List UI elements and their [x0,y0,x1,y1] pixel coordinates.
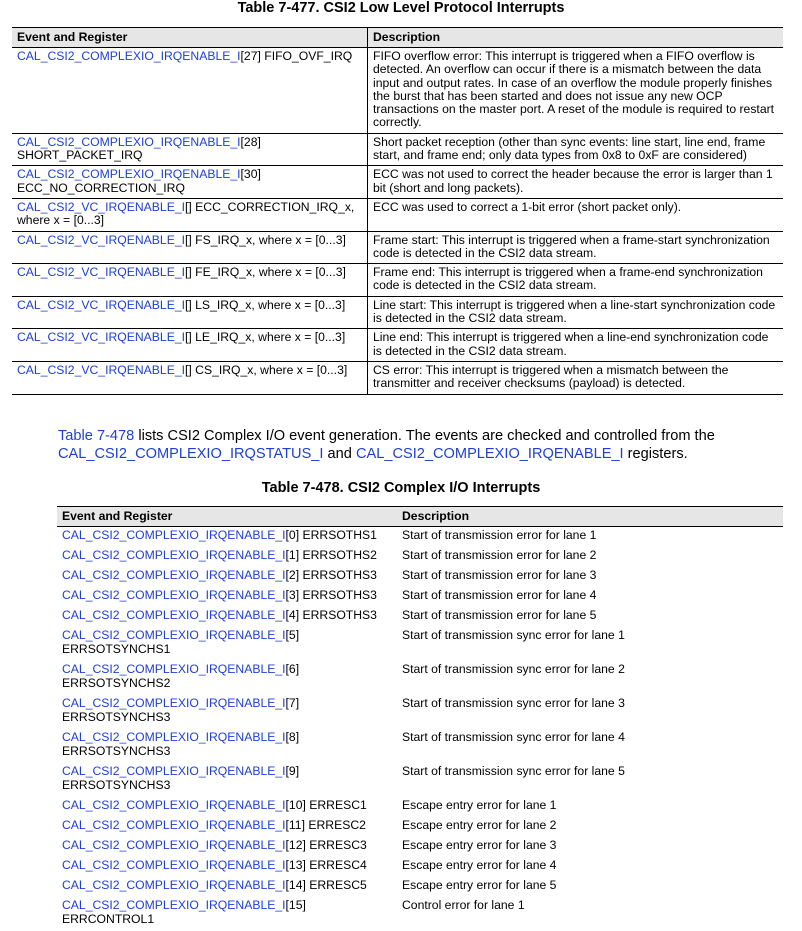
register-link[interactable]: CAL_CSI2_COMPLEXIO_IRQENABLE_I [62,764,286,778]
event-register-cell [57,695,397,729]
description-cell: Escape entry error for lane 4 [402,858,557,872]
register-link[interactable]: CAL_CSI2_COMPLEXIO_IRQENABLE_I [62,730,286,744]
event-name: [12] ERRESC3 [285,838,367,852]
event-name: [10] ERRESC1 [285,798,367,812]
event-register-cell [57,527,397,548]
register-link[interactable]: CAL_CSI2_COMPLEXIO_IRQENABLE_I [17,49,241,63]
event-name: [11] ERRESC2 [285,818,366,832]
description-cell: FIFO overflow error: This interrupt is triggered when a FIFO overflow is detected. An overflow can occur if there is a mismatch between the data input and output rates. In case of an overflow the module properly finishes the burst that has been started and does not issue any new OCP transactions on the master port. A reset of the module is required to restart correctly. [368,48,784,134]
register-link[interactable]: CAL_CSI2_COMPLEXIO_IRQENABLE_I [62,858,286,872]
table-row [57,527,783,548]
column-header-description: Description [368,28,784,48]
table-row [12,361,783,394]
event-name: [0] ERRSOTHS1 [285,528,377,542]
register-link[interactable]: CAL_CSI2_COMPLEXIO_IRQENABLE_I [62,696,286,710]
table-7-478-link[interactable]: Table 7-478 [58,428,135,444]
table-row [57,797,783,817]
event-register-cell [57,627,397,661]
csi2-complex-io-interrupts-table [57,506,783,931]
event-register-cell [57,763,397,797]
table-header-row [12,28,783,48]
description-cell: CS error: This interrupt is triggered when a mismatch between the transmitter and receiver checksums (payload) is detected. [368,361,784,394]
column-header-event-register: Event and Register [57,507,397,527]
event-name: [7] ERRSOTSYNCHS3 [62,696,300,724]
description-cell: Line start: This interrupt is triggered when a line-start synchronization code is detected in the CSI2 data stream. [368,296,784,329]
event-register-cell [12,296,368,329]
event-register-cell [12,48,368,134]
table-row [57,567,783,587]
event-register-cell [57,877,397,897]
description-cell: Start of transmission sync error for lane 1 [402,628,625,642]
register-link[interactable]: CAL_CSI2_COMPLEXIO_IRQENABLE_I [62,878,286,892]
irqenable-register-link[interactable]: CAL_CSI2_COMPLEXIO_IRQENABLE_I [355,445,624,462]
column-header-event-register: Event and Register [12,28,368,48]
table-row [12,296,783,329]
event-name: [] CS_IRQ_x, where x = [0...3] [185,362,348,377]
table-row [57,587,783,607]
register-link[interactable]: CAL_CSI2_VC_IRQENABLE_I [17,330,185,345]
event-register-cell [57,817,397,837]
event-name: [3] ERRSOTHS3 [285,588,377,602]
table-row [57,547,783,567]
register-link[interactable]: CAL_CSI2_COMPLEXIO_IRQENABLE_I [62,798,286,812]
table-row [12,264,783,297]
table-row [12,133,783,166]
table-header-row [57,507,783,527]
table-row [57,763,783,797]
register-link[interactable]: CAL_CSI2_COMPLEXIO_IRQENABLE_I [62,662,286,676]
event-name: [28] SHORT_PACKET_IRQ [17,134,261,163]
table-row [57,817,783,837]
register-link[interactable]: CAL_CSI2_VC_IRQENABLE_I [17,265,185,280]
paragraph-text: lists CSI2 Complex I/O event generation. The events are checked and controlled from the [134,428,715,444]
table-7-478-caption: Table 7-478. CSI2 Complex I/O Interrupts [261,480,541,496]
table-row [12,231,783,264]
description-cell: Escape entry error for lane 5 [402,878,557,892]
table-row [57,857,783,877]
register-link[interactable]: CAL_CSI2_COMPLEXIO_IRQENABLE_I [62,548,286,562]
description-cell: ECC was not used to correct the header because the error is larger than 1 bit (short and long packets). [368,166,784,199]
register-link[interactable]: CAL_CSI2_VC_IRQENABLE_I [17,362,185,377]
description-cell: Control error for lane 1 [402,898,525,912]
paragraph-text: and [323,445,356,462]
event-register-cell [12,133,368,166]
event-name: [13] ERRESC4 [285,858,367,872]
description-cell: Start of transmission sync error for lane 2 [402,662,625,676]
description-cell: Start of transmission error for lane 4 [402,588,597,602]
register-link[interactable]: CAL_CSI2_COMPLEXIO_IRQENABLE_I [62,528,286,542]
table-row [57,695,783,729]
description-cell: Frame end: This interrupt is triggered when a frame-end synchronization code is detected in the CSI2 data stream. [368,264,784,297]
description-cell: Start of transmission sync error for lane 4 [402,730,625,744]
register-link[interactable]: CAL_CSI2_VC_IRQENABLE_I [17,199,185,214]
description-cell: Start of transmission error for lane 5 [402,608,597,622]
description-cell: ECC was used to correct a 1-bit error (short packet only). [368,198,784,231]
event-name: [15] ERRCONTROL1 [62,898,306,926]
event-name: [30] ECC_NO_CORRECTION_IRQ [17,167,261,195]
table-row [57,837,783,857]
event-register-cell [57,797,397,817]
description-cell: Start of transmission error for lane 3 [402,568,597,582]
event-register-cell [12,264,368,297]
table-row [57,729,783,763]
event-register-cell [57,837,397,857]
event-register-cell [57,607,397,627]
event-register-cell [12,231,368,264]
event-register-cell [12,198,368,231]
description-cell: Escape entry error for lane 1 [402,798,557,812]
event-name: [1] ERRSOTHS2 [285,548,377,562]
event-name: [] ECC_CORRECTION_IRQ_x, where x = [0...3] [17,199,355,228]
table-row [57,897,783,931]
register-link[interactable]: CAL_CSI2_COMPLEXIO_IRQENABLE_I [17,167,241,182]
description-cell: Start of transmission sync error for lane 5 [402,764,625,778]
event-name: [] FE_IRQ_x, where x = [0...3] [185,265,346,280]
event-name: [6] ERRSOTSYNCHS2 [62,662,300,690]
description-cell: Escape entry error for lane 2 [402,818,557,832]
intro-paragraph [58,428,778,463]
table-row [57,877,783,897]
event-register-cell [57,661,397,695]
table-row [57,607,783,627]
csi2-low-level-protocol-interrupts-table [12,27,783,395]
register-link[interactable]: CAL_CSI2_COMPLEXIO_IRQENABLE_I [62,568,286,582]
event-register-cell [57,857,397,877]
register-link[interactable]: CAL_CSI2_COMPLEXIO_IRQENABLE_I [62,608,286,622]
event-name: [] FS_IRQ_x, where x = [0...3] [185,232,346,247]
column-header-description: Description [397,507,783,527]
register-link[interactable]: CAL_CSI2_COMPLEXIO_IRQENABLE_I [62,838,286,852]
description-cell: Line end: This interrupt is triggered when a line-end synchronization code is detected in the CSI2 data stream. [368,329,784,362]
event-name: [14] ERRESC5 [285,878,367,892]
event-name: [4] ERRSOTHS3 [285,608,377,622]
irqstatus-register-link[interactable]: CAL_CSI2_COMPLEXIO_IRQSTATUS_I [58,445,324,462]
event-name: [] LS_IRQ_x, where x = [0...3] [185,297,346,312]
event-name: [] LE_IRQ_x, where x = [0...3] [185,330,346,345]
register-link[interactable]: CAL_CSI2_VC_IRQENABLE_I [17,297,185,312]
event-register-cell [12,361,368,394]
register-link[interactable]: CAL_CSI2_COMPLEXIO_IRQENABLE_I [17,134,241,149]
register-link[interactable]: CAL_CSI2_VC_IRQENABLE_I [17,232,185,247]
description-cell: Start of transmission error for lane 2 [402,548,597,562]
table-row [57,661,783,695]
register-link[interactable]: CAL_CSI2_COMPLEXIO_IRQENABLE_I [62,898,286,912]
description-cell: Escape entry error for lane 3 [402,838,557,852]
description-cell: Start of transmission sync error for lane 3 [402,696,625,710]
table-row [12,198,783,231]
register-link[interactable]: CAL_CSI2_COMPLEXIO_IRQENABLE_I [62,588,286,602]
description-cell: Frame start: This interrupt is triggered when a frame-start synchronization code is detected in the CSI2 data stream. [368,231,784,264]
description-cell: Short packet reception (other than sync events: line start, line end, frame start, and frame end; only data types from 0x8 to 0xF are considered) [368,133,784,166]
table-row [12,48,783,134]
event-register-cell [12,166,368,199]
event-name: [27] FIFO_OVF_IRQ [240,49,353,63]
register-link[interactable]: CAL_CSI2_COMPLEXIO_IRQENABLE_I [62,628,286,642]
paragraph-text: registers. [623,445,688,462]
event-register-cell [57,587,397,607]
event-register-cell [12,329,368,362]
event-name: [2] ERRSOTHS3 [285,568,377,582]
event-name: [9] ERRSOTSYNCHS3 [62,764,300,792]
event-register-cell [57,567,397,587]
table-row [57,627,783,661]
register-link[interactable]: CAL_CSI2_COMPLEXIO_IRQENABLE_I [62,818,286,832]
table-row [12,329,783,362]
table-row [12,166,783,199]
description-cell: Start of transmission error for lane 1 [402,528,597,542]
event-name: [5] ERRSOTSYNCHS1 [62,628,300,656]
event-name: [8] ERRSOTSYNCHS3 [62,730,300,758]
event-register-cell [57,897,397,931]
table-7-477-caption: Table 7-477. CSI2 Low Level Protocol Interrupts [237,0,565,16]
event-register-cell [57,729,397,763]
event-register-cell [57,547,397,567]
